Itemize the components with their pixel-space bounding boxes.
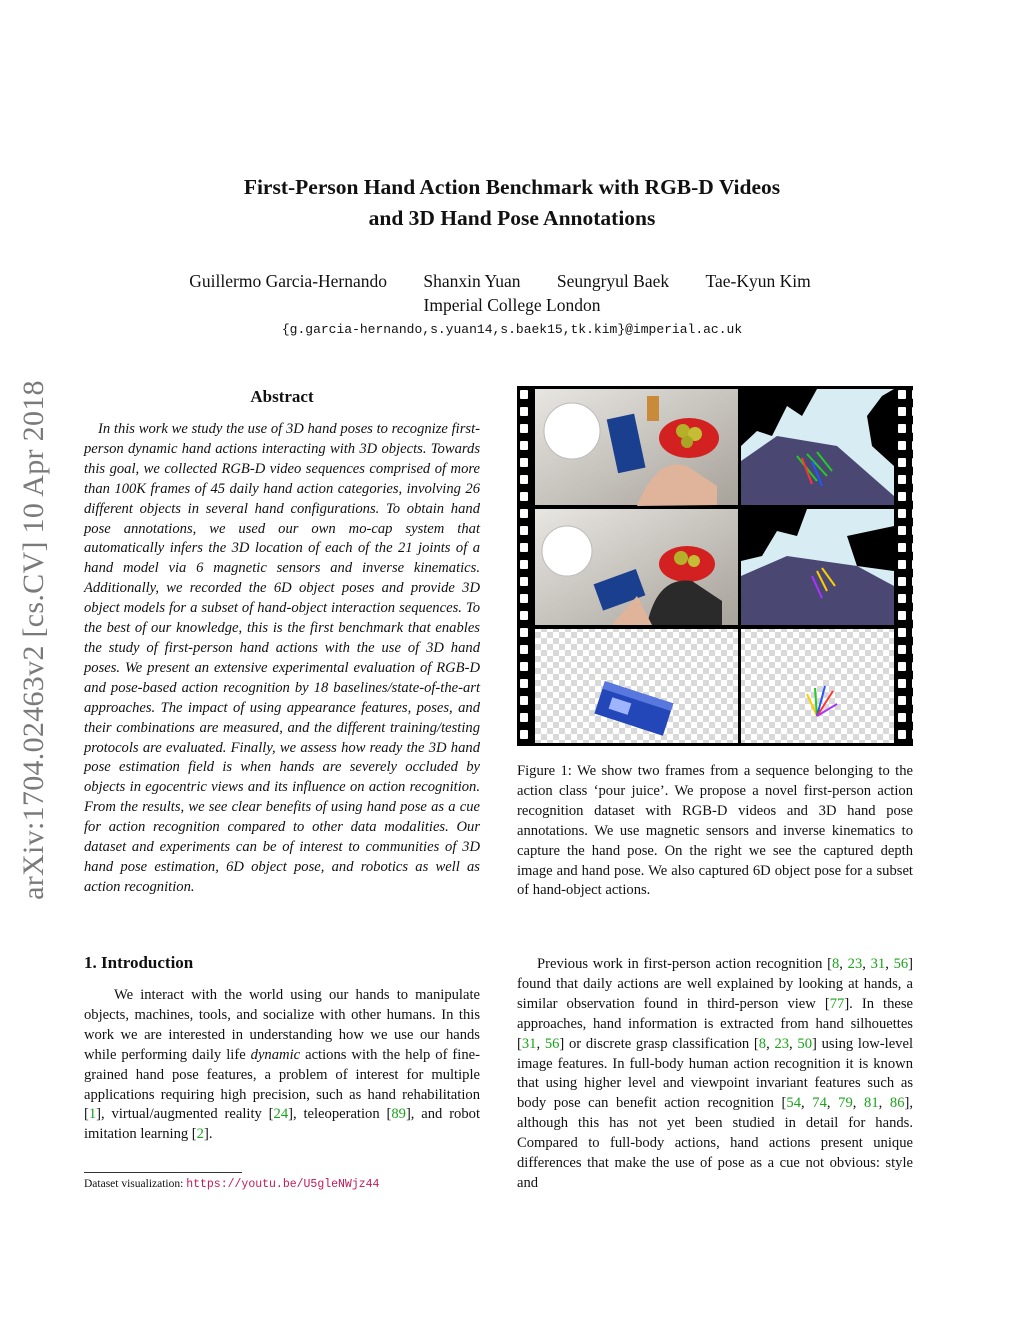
intro-text: ], and robot imitation learning [ (84, 1106, 481, 1143)
separator: , (789, 1035, 798, 1052)
abstract-heading: Abstract (250, 387, 314, 406)
object-pose-frame (535, 629, 738, 743)
title-line-2: and 3D Hand Pose Annotations (368, 206, 656, 230)
author-2: Shanxin Yuan (423, 271, 521, 291)
author-list (140, 271, 860, 292)
citation-link[interactable]: 1 (88, 1106, 97, 1123)
separator: , (801, 1095, 813, 1112)
footnote-divider (84, 1172, 242, 1173)
footnote (84, 1178, 379, 1191)
author-3: Seungryul Baek (556, 271, 670, 291)
separator: , (885, 956, 894, 972)
citation-link[interactable]: 23 (847, 956, 863, 972)
citation-link[interactable]: 8 (758, 1035, 767, 1052)
related-work-paragraph (517, 955, 913, 1194)
introduction-paragraph (84, 986, 480, 1145)
title-line-1: First-Person Hand Action Benchmark with RGB-D Videos (243, 175, 781, 199)
separator: , (878, 1095, 890, 1112)
depth-frame-1 (741, 389, 894, 505)
citation-link[interactable]: 81 (864, 1095, 879, 1112)
footnote-label: Dataset visualization: (84, 1178, 187, 1190)
separator: , (862, 956, 871, 972)
citation-link[interactable]: 31 (870, 956, 886, 972)
citation-link[interactable]: 54 (786, 1095, 802, 1112)
body-text: ]. In these approaches, hand information is extracted from hand silhouettes [ (517, 995, 914, 1052)
rgb-frame-2 (535, 509, 738, 625)
figure-1-film-strip (517, 386, 913, 746)
body-text: ] using low-level image features. In full-body human action recognition it is known that using higher level and viewpoint invariant features such as body pose can benefit action recognition [ (517, 1035, 914, 1112)
figure-1-caption: Figure 1: We show two frames from a sequence belonging to the action class ‘pour juice’. We propose a novel first-person action recognition dataset with RGB-D videos and 3D hand pose annotations. We use magnetic sensors and inverse kinematics to capture the hand pose. On the right we see the captured depth image and hand pose. We also captured 6D object pose for a subset of hand-object actions. (517, 763, 913, 899)
citation-link[interactable]: 23 (774, 1035, 790, 1052)
intro-emphasis: dynamic (250, 1046, 301, 1063)
citation-link[interactable]: 31 (521, 1035, 537, 1052)
author-1: Guillermo Garcia-Hernando (189, 271, 388, 291)
depth-frame-2 (741, 509, 894, 625)
introduction-heading: 1. Introduction (84, 953, 194, 972)
intro-text: ], virtual/augmented reality [ (96, 1106, 274, 1123)
film-sprockets-right (896, 386, 913, 746)
body-text: ] or discrete grasp classification [ (559, 1035, 759, 1052)
citation-link[interactable]: 2 (196, 1126, 204, 1143)
separator: , (852, 1095, 865, 1112)
intro-text: ]. (203, 1126, 213, 1143)
body-text: ] found that daily actions are well explained by looking at hands, a similar observation found in third-person view [ (517, 956, 914, 1012)
citation-link[interactable]: 8 (831, 956, 840, 972)
separator: , (839, 956, 848, 972)
dataset-video-link[interactable]: https://youtu.be/U5gleNWjz44 (186, 1178, 380, 1191)
citation-link[interactable]: 77 (829, 995, 845, 1012)
citation-link[interactable]: 79 (838, 1095, 853, 1112)
citation-link[interactable]: 56 (893, 956, 909, 972)
citation-link[interactable]: 86 (889, 1095, 905, 1112)
intro-text: ], teleoperation [ (288, 1106, 392, 1123)
separator: , (826, 1095, 839, 1112)
arxiv-identifier-stamp: arXiv:1704.02463v2 [cs.CV] 10 Apr 2018 (17, 380, 50, 900)
citation-link[interactable]: 50 (797, 1035, 812, 1052)
body-text: Previous work in first-person action recognition [ (537, 956, 832, 972)
film-sprockets-left (517, 386, 534, 746)
citation-link[interactable]: 74 (812, 1095, 827, 1112)
rgb-frame-1 (535, 389, 738, 506)
intro-text: actions with the help of fine-grained hand pose features, a problem of interest for multiple applications requiring high precision, such as hand rehabilitation [ (84, 1046, 480, 1123)
citation-link[interactable]: 89 (391, 1106, 406, 1123)
separator: , (766, 1035, 775, 1052)
separator: , (536, 1035, 545, 1052)
abstract-body: In this work we study the use of 3D hand poses to recognize first-person dynamic hand actions interacting with 3D objects. Towards this goal, we collected RGB-D video sequences comprised of more than 100K frames of 45 daily hand action categories, involving 26 different objects in several hand configurations. To obtain hand pose annotations, we used our own mo-cap system that automatically infers the 3D location of each of the 21 joints of a hand model via 6 magnetic sensors and inverse kinematics. Additionally, we recorded the 6D object poses and provide 3D object models for a subset of hand-object interaction sequences. To the best of our knowledge, this is the first benchmark that enables the study of first-person hand actions with the use of 3D hand poses. We present an extensive experimental evaluation of RGB-D and pose-based action recognition by 18 baselines/state-of-the-art approaches. The impact of using appearance features, poses, and their combinations are measured, and the different training/testing protocols are evaluated. Finally, we assess how ready the 3D hand pose estimation field is when hands are severely occluded by objects in egocentric views and its influence on action recognition. From the results, we see clear benefits of using hand pose as a cue for action recognition compared to other data modalities. Our dataset and experiments can be of interest to communities of 3D hand pose estimation, 6D object pose, and robotics as well as action recognition. (84, 421, 480, 895)
affiliation: Imperial College London (423, 295, 601, 315)
hand-pose-skeleton-frame (740, 629, 894, 743)
body-text: ], although this has not yet been studied in detail for hands. Compared to full-body actions, hand actions present unique differences that make the use of pose as a cue not obvious: style and (517, 1095, 914, 1191)
citation-link[interactable]: 56 (544, 1035, 560, 1052)
intro-text: We interact with the world using our hands to manipulate objects, machines, tools, and socialize with other humans. In this work we are interested in understanding how we use our hands while performing daily life (84, 987, 480, 1063)
author-emails: {g.garcia-hernando,s.yuan14,s.baek15,tk.kim}@imperial.ac.uk (281, 322, 743, 337)
author-4: Tae-Kyun Kim (705, 271, 811, 291)
paper-title (0, 172, 1024, 234)
citation-link[interactable]: 24 (273, 1106, 289, 1123)
